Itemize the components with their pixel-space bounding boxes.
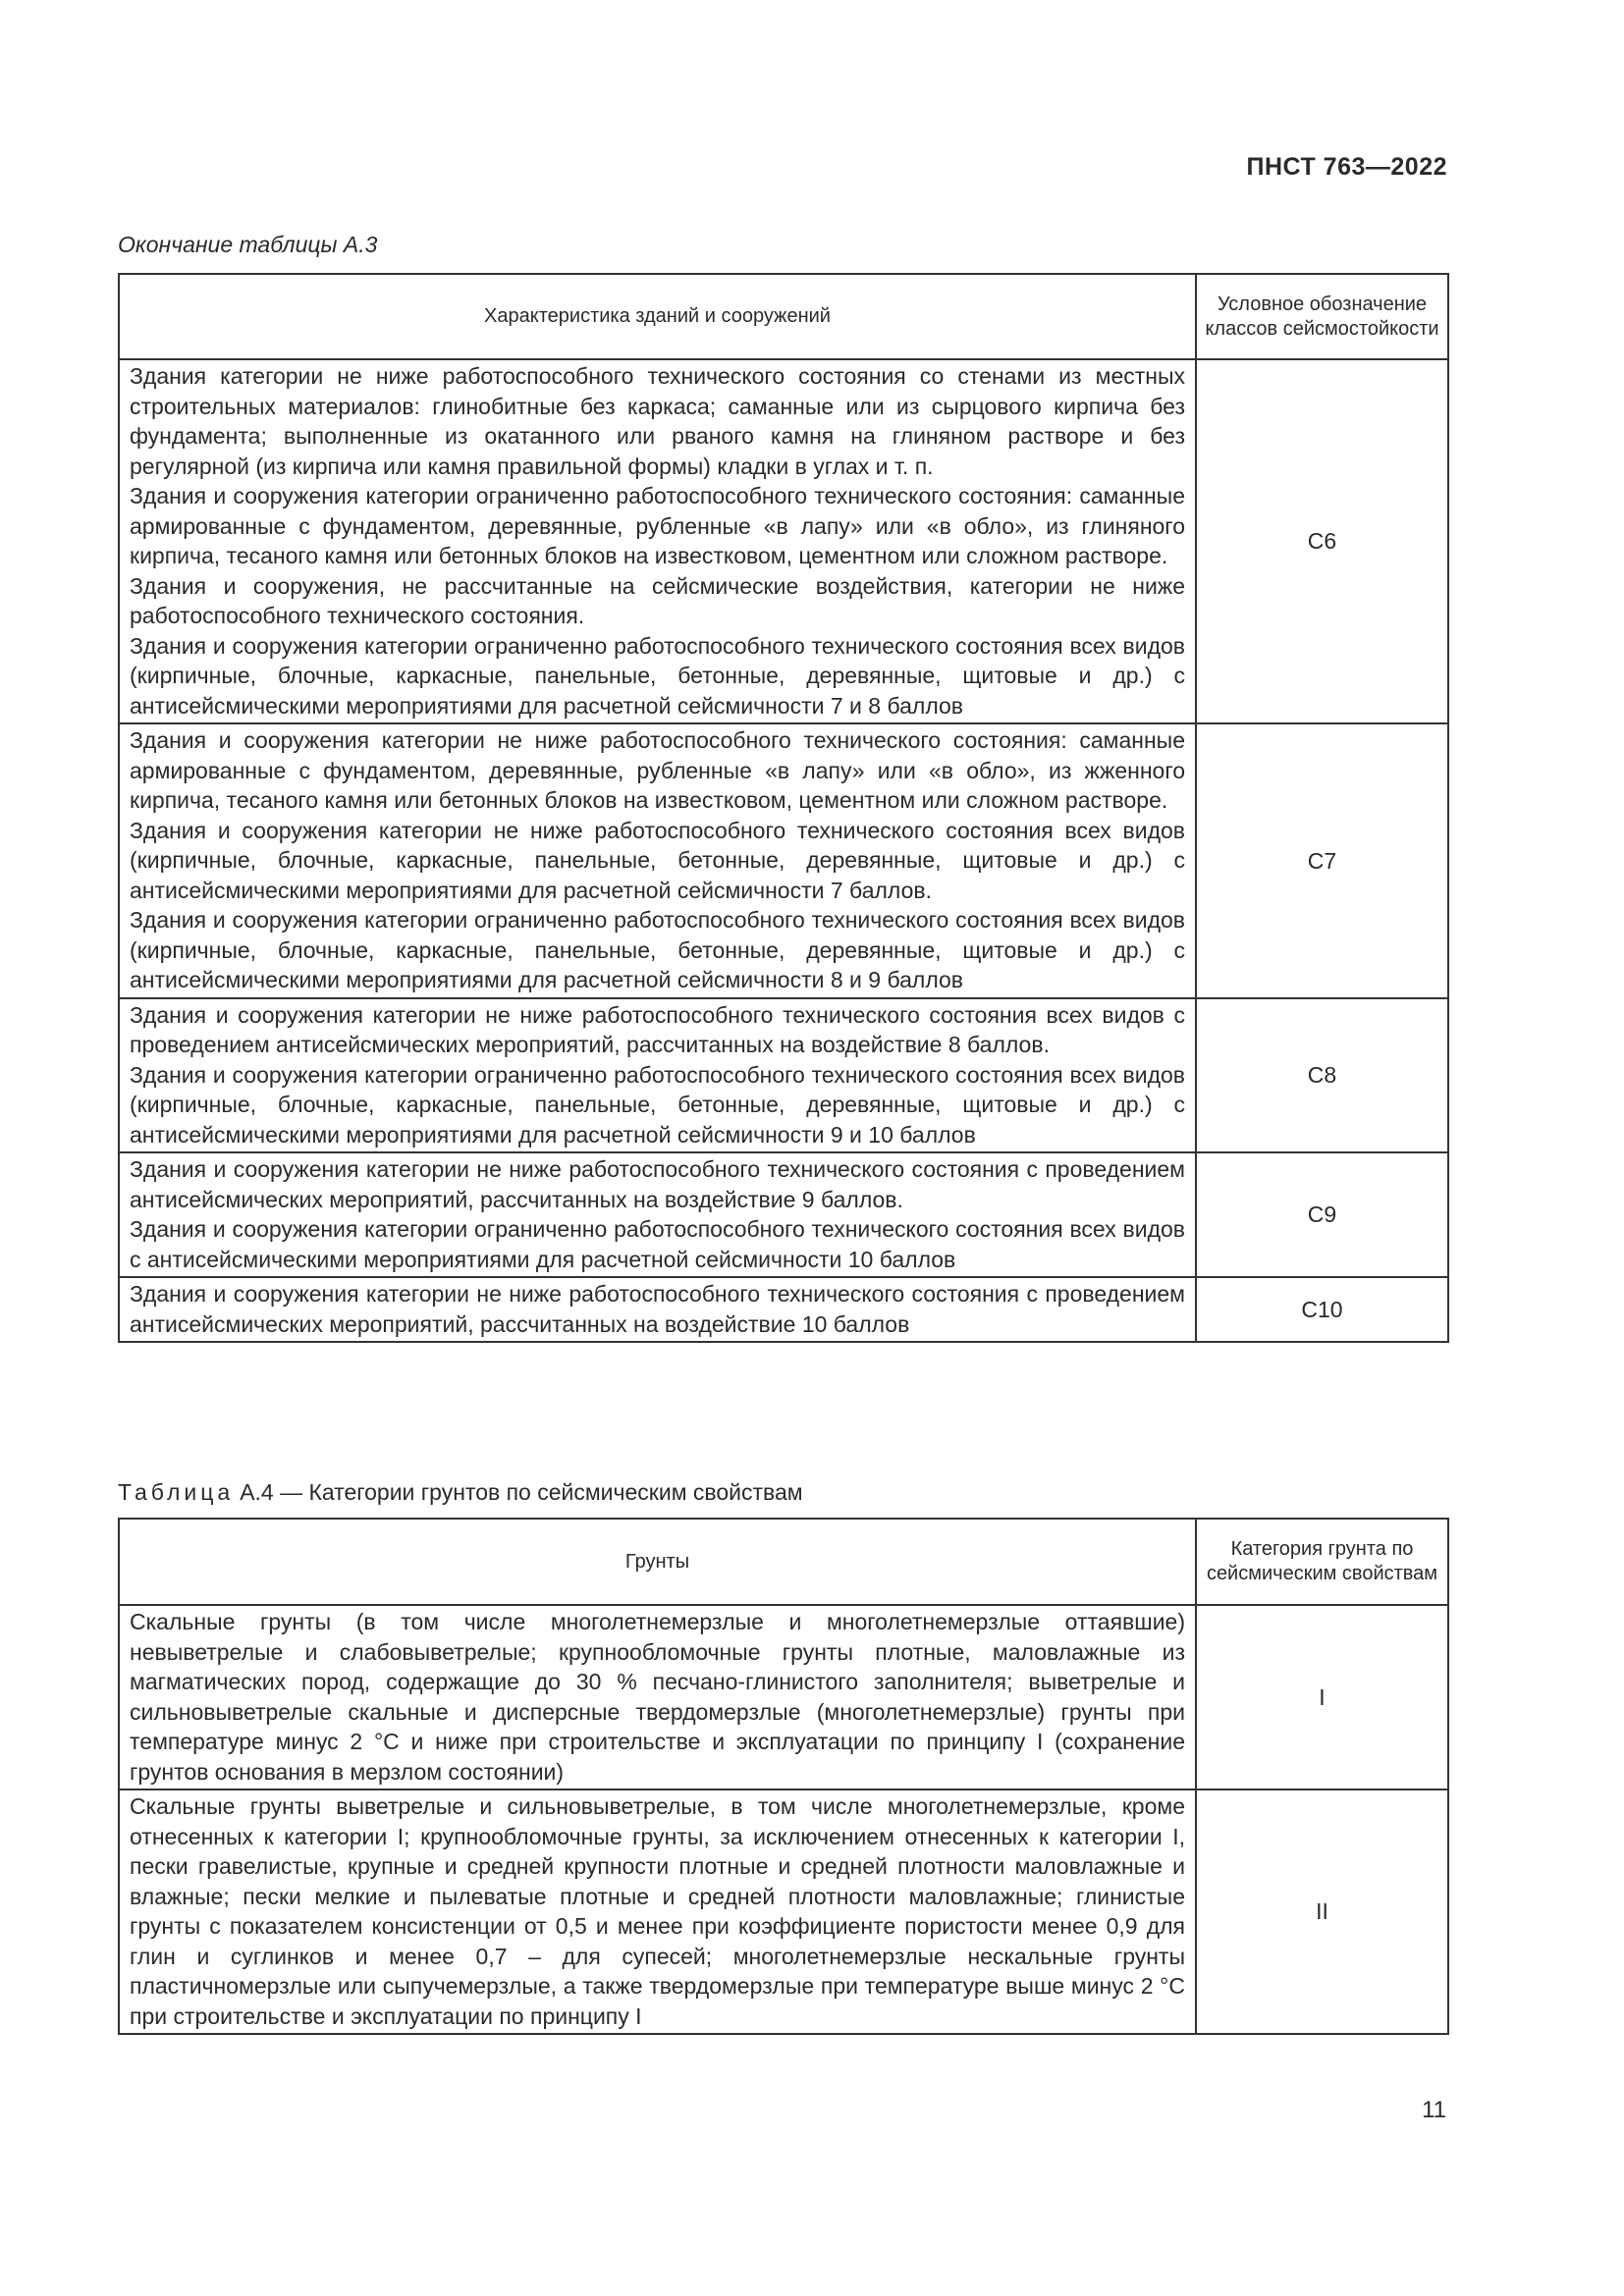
- table-row: [119, 998, 1448, 1153]
- row-paragraph: Здания и сооружения категории не ниже работоспособного технического состояния с проведением антисейсмических мероприятий, рассчитанных на воздействие 10 баллов: [130, 1281, 1185, 1337]
- row-description: [119, 998, 1196, 1153]
- row-class-code: С6: [1196, 359, 1448, 723]
- table-row: [119, 1152, 1448, 1277]
- table-a3-caption: Окончание таблицы А.3: [118, 232, 378, 257]
- row-description: [119, 1605, 1196, 1789]
- row-paragraph: Здания и сооружения категории не ниже работоспособного технического состояния всех видов с проведением антисейсмических мероприятий, рассчитанных на воздействие 8 баллов.: [130, 1001, 1185, 1057]
- row-paragraph: Здания категории не ниже работоспособного технического состояния со стенами из местных строительных материалов: глинобитные без каркаса; саманные или из сырцового кирпича без фундамента; выполненные из окатанного или рваного камня на глиняном растворе и без регулярной (из кирпича или камня правильной формы) кладки в углах и т. п.: [130, 363, 1185, 479]
- row-paragraph: Здания и сооружения, не рассчитанные на сейсмические воздействия, категории не ниже работоспособного технического состояния.: [130, 572, 1185, 628]
- row-paragraph: Здания и сооружения категории ограниченно работоспособного технического состояния: саманные армированные с фундаментом, деревянные, рубленные «в лапу» или «в обло», из глиняного кирпича, тесаного камня или бетонных блоков на известковом, цементном или сложном растворе.: [130, 483, 1185, 568]
- row-paragraph: Скальные грунты (в том числе многолетнемерзлые и многолетнемерзлые оттаявшие) невыветрелые и слабовыветрелые; крупнообломочные грунты плотные, маловлажные из магматических пород, содержащие до 30 % песчано-глинистого заполнителя; выветрелые и сильновыветрелые скальные и дисперсные твердомерзлые (многолетнемерзлые) грунты при температуре минус 2 °С и ниже при строительстве и эксплуатации по принципу I (сохранение грунтов основания в мерзлом состоянии): [130, 1609, 1185, 1785]
- row-paragraph: Здания и сооружения категории ограниченно работоспособного технического состояния всех видов (кирпичные, блочные, каркасные, панельные, бетонные, деревянные, щитовые и др.) с антисейсмическими мероприятиями для расчетной сейсмичности 9 и 10 баллов: [130, 1061, 1185, 1148]
- table-row: [119, 1789, 1448, 2034]
- row-paragraph: Здания и сооружения категории не ниже работоспособного технического состояния: саманные армированные с фундаментом, деревянные, рубленные «в лапу» или «в обло», из жженного кирпича, тесаного камня или бетонных блоков на известковом, цементном или сложном растворе.: [130, 727, 1185, 813]
- document-code: ПНСТ 763—2022: [1246, 153, 1447, 181]
- row-description: [119, 359, 1196, 723]
- column-header-soil-category: Категория грунта по сейсмическим свойствам: [1196, 1519, 1448, 1605]
- table-row: [119, 723, 1448, 998]
- row-class-code: С7: [1196, 723, 1448, 998]
- row-class-code: С9: [1196, 1152, 1448, 1277]
- column-header-characteristics: Характеристика зданий и сооружений: [119, 274, 1196, 359]
- table-a3: [118, 273, 1449, 1343]
- row-description: [119, 723, 1196, 998]
- table-a4-caption: [118, 1479, 803, 1506]
- table-header-row: [119, 274, 1448, 359]
- row-paragraph: Здания и сооружения категории ограниченно работоспособного технического состояния всех видов (кирпичные, блочные, каркасные, панельные, бетонные, деревянные, щитовые и др.) с антисейсмическими мероприятиями для расчетной сейсмичности 7 и 8 баллов: [130, 632, 1185, 719]
- table-row: [119, 359, 1448, 723]
- row-paragraph: Здания и сооружения категории ограниченно работоспособного технического состояния всех видов с антисейсмическими мероприятиями для расчетной сейсмичности 10 баллов: [130, 1216, 1185, 1272]
- row-paragraph: Здания и сооружения категории не ниже работоспособного технического состояния всех видов (кирпичные, блочные, каркасные, панельные, бетонные, деревянные, щитовые и др.) с антисейсмическими мероприятиями для расчетной сейсмичности 7 баллов.: [130, 817, 1185, 903]
- row-paragraph: Скальные грунты выветрелые и сильновыветрелые, в том числе многолетнемерзлые, кроме отнесенных к категории I; крупнообломочные грунты, за исключением отнесенных к категории I, пески гравелистые, крупные и средней крупности плотные и средней плотности маловлажные и влажные; пески мелкие и пылеватые плотные и средней плотности маловлажные; глинистые грунты с показателем консистенции от 0,5 и менее при коэффициенте пористости менее 0,9 для глин и суглинков и менее 0,7 – для супесей; многолетнемерзлые нескальные грунты пластичномерзлые или сыпучемерзлые, а также твердомерзлые при температуре выше минус 2 °С при строительстве и эксплуатации по принципу I: [130, 1793, 1185, 2029]
- row-class-code: I: [1196, 1605, 1448, 1789]
- row-description: [119, 1152, 1196, 1277]
- table-row: [119, 1605, 1448, 1789]
- page-number: 11: [1422, 2097, 1446, 2123]
- row-class-code: II: [1196, 1789, 1448, 2034]
- row-paragraph: Здания и сооружения категории не ниже работоспособного технического состояния с проведением антисейсмических мероприятий, рассчитанных на воздействие 9 баллов.: [130, 1156, 1185, 1212]
- row-description: [119, 1789, 1196, 2034]
- column-header-soils: Грунты: [119, 1519, 1196, 1605]
- table-a4-caption-text: А.4 — Категории грунтов по сейсмическим свойствам: [240, 1479, 803, 1505]
- row-paragraph: Здания и сооружения категории ограниченно работоспособного технического состояния всех видов (кирпичные, блочные, каркасные, панельные, бетонные, деревянные, щитовые и др.) с антисейсмическими мероприятиями для расчетной сейсмичности 8 и 9 баллов: [130, 907, 1185, 992]
- row-description: [119, 1277, 1196, 1342]
- table-a4: [118, 1518, 1449, 2035]
- table-row: [119, 1277, 1448, 1342]
- row-class-code: С8: [1196, 998, 1448, 1153]
- table-header-row: [119, 1519, 1448, 1605]
- row-class-code: С10: [1196, 1277, 1448, 1342]
- table-a4-caption-prefix: Таблица: [118, 1479, 235, 1505]
- column-header-class-code: Условное обозначение классов сейсмостойкости: [1196, 274, 1448, 359]
